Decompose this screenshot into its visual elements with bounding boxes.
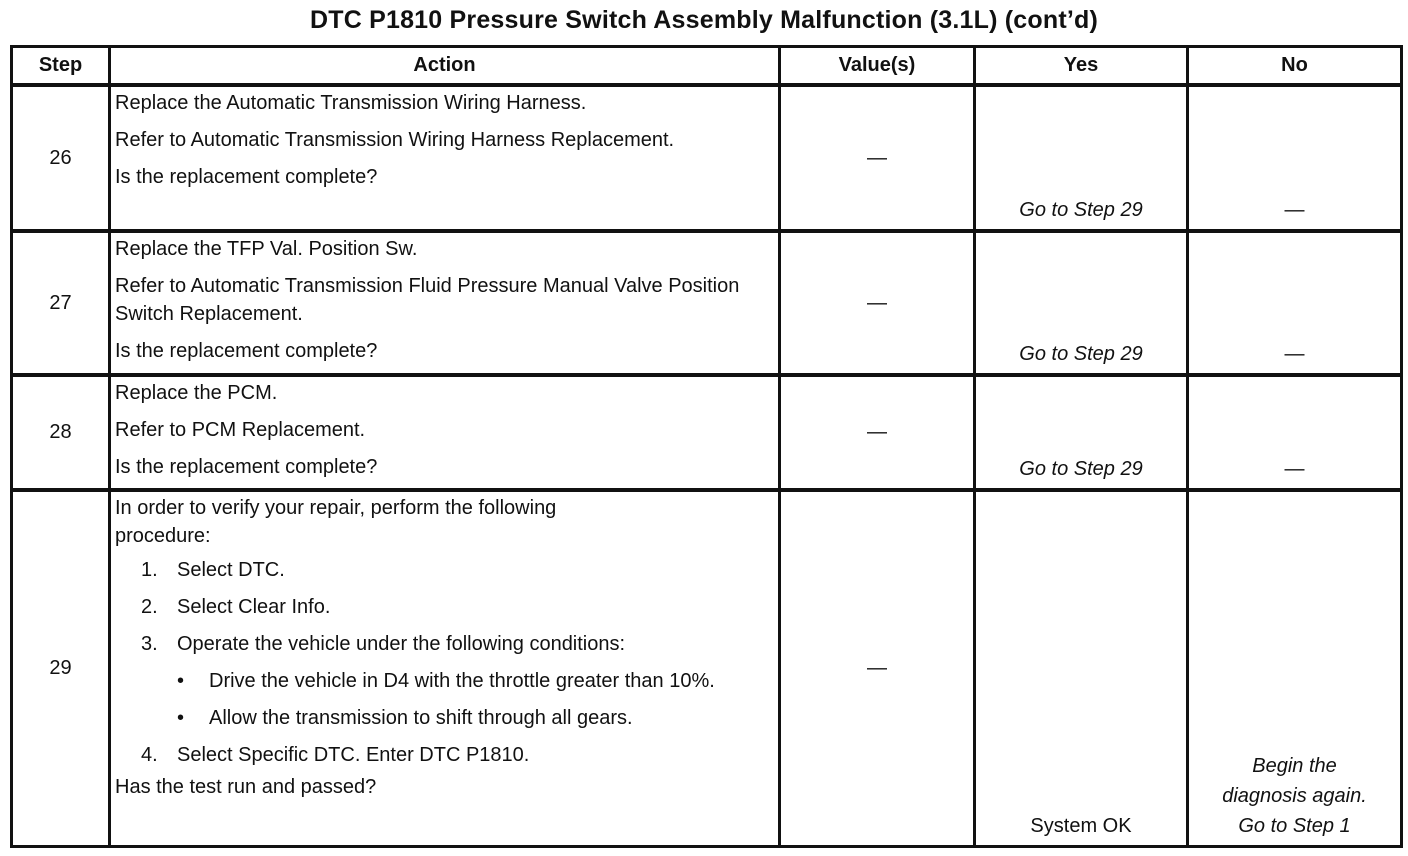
page-title: DTC P1810 Pressure Switch Assembly Malfunction (3.1L) (cont’d) bbox=[309, 6, 1099, 34]
value-cell: — bbox=[780, 375, 975, 490]
column-header-no: No bbox=[1188, 47, 1402, 86]
action-cell bbox=[110, 231, 780, 375]
list-text: Select DTC. bbox=[177, 559, 285, 581]
action-text: Refer to Automatic Transmission Fluid Pressure Manual Valve Position Switch Replacement. bbox=[115, 275, 740, 325]
list-item bbox=[115, 630, 772, 658]
table-row bbox=[12, 85, 1402, 231]
table-row bbox=[12, 231, 1402, 375]
list-item bbox=[115, 741, 772, 769]
action-question: Is the replacement complete? bbox=[115, 456, 378, 478]
action-cell bbox=[110, 85, 780, 231]
value-cell: — bbox=[780, 231, 975, 375]
yes-cell: Go to Step 29 bbox=[975, 231, 1188, 375]
yes-cell: Go to Step 29 bbox=[975, 85, 1188, 231]
no-text-line: diagnosis again. bbox=[1222, 785, 1367, 807]
action-question: Is the replacement complete? bbox=[115, 166, 378, 188]
table-row bbox=[12, 490, 1402, 847]
list-number: 1. bbox=[141, 559, 158, 581]
step-number: 29 bbox=[12, 490, 110, 847]
column-header-action: Action bbox=[110, 47, 780, 86]
step-number: 26 bbox=[12, 85, 110, 231]
yes-cell: Go to Step 29 bbox=[975, 375, 1188, 490]
no-text-line: Begin the bbox=[1252, 755, 1337, 777]
no-cell: — bbox=[1188, 85, 1402, 231]
value-cell: — bbox=[780, 85, 975, 231]
bullet-item bbox=[115, 704, 772, 732]
action-question: Is the replacement complete? bbox=[115, 340, 378, 362]
bullet-icon: • bbox=[177, 670, 185, 692]
action-text: Replace the TFP Val. Position Sw. bbox=[115, 238, 418, 260]
bullet-icon: • bbox=[177, 707, 185, 729]
no-cell: — bbox=[1188, 231, 1402, 375]
list-text: Select Clear Info. bbox=[177, 596, 331, 618]
bullet-text: Drive the vehicle in D4 with the throttle greater than 10%. bbox=[209, 670, 715, 692]
action-text: Refer to Automatic Transmission Wiring Harness Replacement. bbox=[115, 129, 675, 151]
step-number: 28 bbox=[12, 375, 110, 490]
table-row bbox=[12, 375, 1402, 490]
bullet-item bbox=[115, 667, 772, 695]
yes-cell: System OK bbox=[975, 490, 1188, 847]
action-text: Replace the Automatic Transmission Wiring Harness. bbox=[115, 92, 587, 114]
list-text: Operate the vehicle under the following conditions: bbox=[177, 633, 626, 655]
no-cell bbox=[1188, 490, 1402, 847]
column-header-step: Step bbox=[12, 47, 110, 86]
action-text: In order to verify your repair, perform the following procedure: bbox=[115, 497, 557, 547]
step-number: 27 bbox=[12, 231, 110, 375]
column-header-yes: Yes bbox=[975, 47, 1188, 86]
list-item bbox=[115, 593, 772, 621]
no-cell: — bbox=[1188, 375, 1402, 490]
list-item bbox=[115, 556, 772, 584]
action-cell bbox=[110, 375, 780, 490]
action-cell bbox=[110, 490, 780, 847]
list-text: Select Specific DTC. Enter DTC P1810. bbox=[177, 744, 530, 766]
list-number: 3. bbox=[141, 633, 158, 655]
no-text-line: Go to Step 1 bbox=[1238, 815, 1351, 837]
diagnostic-table bbox=[10, 45, 1403, 848]
action-text: Refer to PCM Replacement. bbox=[115, 419, 366, 441]
action-question: Has the test run and passed? bbox=[115, 776, 377, 798]
header-row bbox=[12, 47, 1402, 86]
list-number: 2. bbox=[141, 596, 158, 618]
list-number: 4. bbox=[141, 744, 158, 766]
value-cell: — bbox=[780, 490, 975, 847]
bullet-text: Allow the transmission to shift through all gears. bbox=[209, 707, 633, 729]
column-header-values: Value(s) bbox=[780, 47, 975, 86]
action-text: Replace the PCM. bbox=[115, 382, 278, 404]
